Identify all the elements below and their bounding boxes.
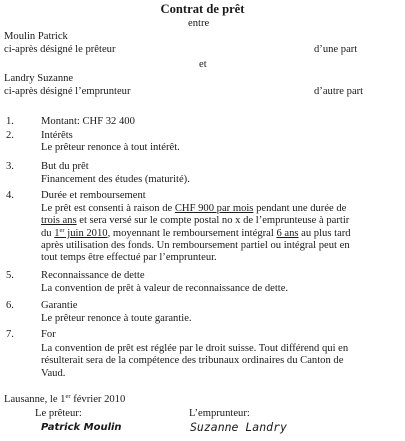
article-line: Vaud. (41, 368, 66, 379)
article-body: Le prêteur renonce à toute garantie. (41, 313, 192, 324)
lender-signature: Patrick Moulin (41, 422, 122, 433)
borrower-designation: ci-après désigné l’emprunteur (4, 86, 131, 97)
article-title: But du prêt (41, 161, 89, 172)
article-number: 6. (6, 300, 14, 311)
article-number: 1. (6, 116, 14, 127)
between-label: entre (188, 18, 210, 29)
borrower-signature-label: L’emprunteur: (189, 408, 250, 419)
article-title: Reconnaissance de dette (41, 270, 145, 281)
borrower-name: Landry Suzanne (4, 73, 74, 84)
article-number: 2. (6, 130, 14, 141)
article-title: Durée et remboursement (41, 190, 146, 201)
article-title: Montant: CHF 32 400 (41, 116, 135, 127)
repayment-term: 6 ans (276, 228, 299, 239)
article-body: Le prêteur renonce à tout intérêt. (41, 142, 180, 153)
lender-part: d’une part (314, 44, 358, 55)
borrower-signature: Suzanne Landry (190, 420, 287, 434)
article-line: La convention de prêt est réglée par le droit suisse. Tout différend qui en (41, 343, 349, 354)
article-body: La convention de prêt à valeur de reconnaissance de dette. (41, 283, 289, 294)
article-title: Intérêts (41, 130, 73, 141)
article-number: 7. (6, 329, 14, 340)
article-line: après utilisation des fonds. Un remboursement partiel ou intégral peut en (41, 240, 350, 251)
article-number: 5. (6, 270, 14, 281)
monthly-amount: CHF 900 par mois (174, 203, 254, 214)
place-date: Lausanne, le 1er février 2010 (4, 393, 126, 405)
borrower-part: d’autre part (314, 86, 364, 97)
article-number: 4. (6, 190, 14, 201)
article-line: Le prêt est consenti à raison de CHF 900 par mois pendant une durée de (41, 203, 347, 214)
document-title: Contrat de prêt (160, 2, 245, 16)
article-line: trois ans et sera versé sur le compte postal no x de l’emprunteuse à partir (41, 215, 350, 226)
lender-designation: ci-après désigné le prêteur (4, 44, 116, 55)
article-title: Garantie (41, 300, 78, 311)
duration: trois ans (41, 215, 77, 226)
article-title: For (41, 329, 56, 340)
article-line: tout temps être effectué par l’emprunteur. (41, 252, 217, 263)
and-label: et (199, 59, 207, 70)
start-date: 1er juin 2010 (54, 227, 108, 239)
article-body: Financement des études (maturité). (41, 174, 190, 185)
article-number: 3. (6, 161, 14, 172)
lender-signature-label: Le prêteur: (35, 408, 82, 419)
article-line: du 1er juin 2010, moyennant le remboursement intégral 6 ans au plus tard (41, 227, 351, 239)
article-line: résulterait sera de la compétence des tribunaux ordinaires du Canton de (41, 355, 344, 366)
lender-name: Moulin Patrick (4, 31, 68, 42)
